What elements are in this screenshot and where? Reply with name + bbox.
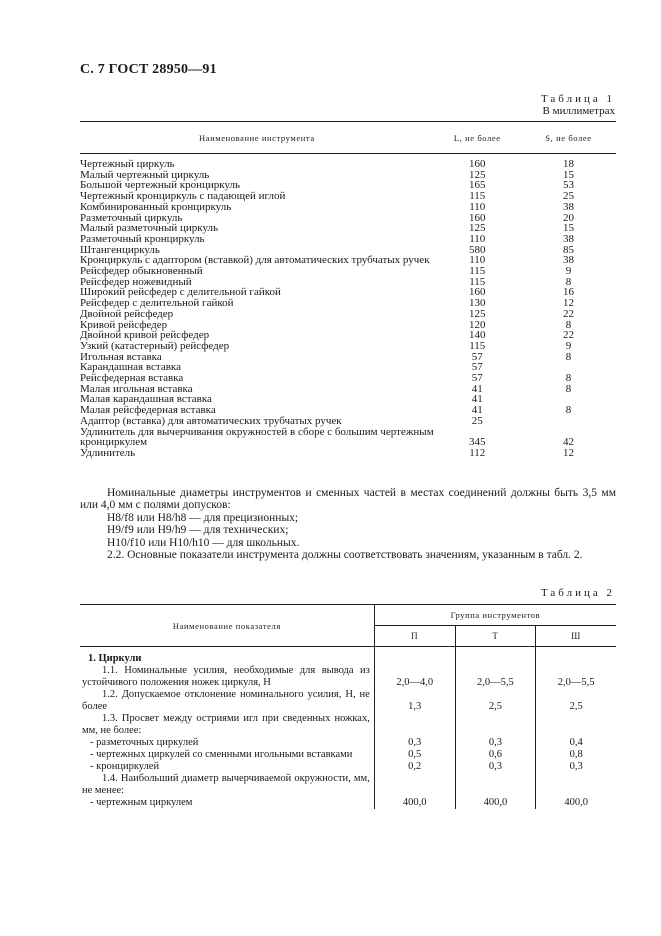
instrument-name: Рейсфедер с делительной гайкой bbox=[80, 297, 234, 310]
instrument-name: кронциркулем bbox=[80, 436, 148, 449]
table2-section-row bbox=[80, 653, 616, 665]
instrument-name: Разметочный кронциркуль bbox=[80, 232, 205, 245]
value-t: 0,6 bbox=[455, 749, 536, 761]
value-s: 16 bbox=[562, 286, 574, 299]
table2-caption: Таблица 2 bbox=[540, 587, 615, 599]
value-s: 25 bbox=[562, 190, 574, 203]
instrument-name: Малый разметочный циркуль bbox=[80, 222, 218, 235]
table1-units: В миллиметрах bbox=[542, 105, 615, 117]
value-s: 85 bbox=[562, 243, 574, 256]
instrument-name: Штангенциркуль bbox=[80, 243, 160, 256]
value-s: 38 bbox=[562, 254, 574, 267]
instrument-name: Узкий (катастерный) рейсфедер bbox=[80, 339, 230, 352]
notes-section bbox=[80, 487, 616, 561]
instrument-name: Малая игольная вставка bbox=[80, 382, 193, 395]
table2-header-sh: Ш bbox=[536, 626, 616, 647]
instrument-name: Чертежный кронциркуль с падающей иглой bbox=[80, 190, 286, 203]
value-l: 110 bbox=[469, 200, 486, 213]
table1 bbox=[80, 121, 616, 459]
row-text: - разметочных циркулей bbox=[90, 737, 199, 748]
value-l: 41 bbox=[471, 393, 483, 406]
value-s: 8 bbox=[565, 372, 572, 385]
table1-header-name: Наименование инструмента bbox=[80, 122, 434, 154]
value-s: 12 bbox=[562, 297, 574, 310]
value-sh: 0,4 bbox=[536, 737, 616, 749]
table2-header-t: Т bbox=[455, 626, 536, 647]
table2-row bbox=[80, 737, 616, 749]
value-t: 2,5 bbox=[455, 689, 536, 713]
table2-header-group: Группа инструментов bbox=[374, 605, 616, 626]
value-l: 115 bbox=[469, 339, 486, 352]
value-s: 18 bbox=[562, 158, 574, 170]
value-t: 2,0—5,5 bbox=[455, 665, 536, 689]
table1-row bbox=[80, 437, 616, 448]
table2-row bbox=[80, 773, 616, 797]
value-l: 57 bbox=[471, 372, 483, 385]
row-text: - чертежных циркулей со сменными игольными вставками bbox=[90, 749, 353, 760]
value-s: 8 bbox=[565, 404, 572, 417]
value-l: 112 bbox=[469, 446, 486, 459]
table2-row bbox=[80, 713, 616, 737]
value-l: 345 bbox=[469, 436, 486, 449]
table1-caption bbox=[541, 93, 615, 117]
instrument-name: Удлинитель bbox=[80, 446, 136, 459]
notes-paragraph-1: Номинальные диаметры инструментов и сменных частей в местах соединений должны быть 3,5 мм или 4,0 мм с полями допусков: bbox=[80, 487, 616, 512]
instrument-name: Кривой рейсфедер bbox=[80, 318, 168, 331]
instrument-name: Рейсфедер обыкновенный bbox=[80, 265, 203, 278]
value-p: 0,5 bbox=[374, 749, 455, 761]
instrument-name: Кронциркуль с адаптором (вставкой) для автоматических трубчатых ручек bbox=[80, 254, 430, 267]
table1-row bbox=[80, 202, 616, 213]
table1-row bbox=[80, 309, 616, 320]
value-l: 57 bbox=[471, 350, 483, 363]
value-l: 125 bbox=[469, 307, 486, 320]
value-sh: 0,3 bbox=[536, 761, 616, 773]
value-l: 125 bbox=[469, 222, 486, 235]
value-s: 38 bbox=[562, 200, 574, 213]
value-s: 15 bbox=[562, 168, 574, 181]
table2-row bbox=[80, 689, 616, 713]
page-header: С. 7 ГОСТ 28950—91 bbox=[80, 62, 217, 77]
value-t: 0,3 bbox=[455, 737, 536, 749]
value-sh: 400,0 bbox=[536, 797, 616, 809]
value-l: 41 bbox=[471, 382, 483, 395]
instrument-name: Рейсфедерная вставка bbox=[80, 372, 184, 385]
instrument-name: Малая рейсфедерная вставка bbox=[80, 404, 216, 417]
instrument-name: Адаптор (вставка) для автоматических трубчатых ручек bbox=[80, 414, 342, 427]
value-s: 22 bbox=[562, 307, 574, 320]
table2-header-name: Наименование показателя bbox=[80, 605, 374, 647]
value-l: 110 bbox=[469, 254, 486, 267]
instrument-name: Большой чертежный кронциркуль bbox=[80, 179, 240, 192]
table1-header-l: L, не более bbox=[434, 122, 521, 154]
instrument-name: Удлинитель для вычерчивания окружностей в сборе с большим чертежным bbox=[80, 425, 434, 438]
section-title: 1. Циркули bbox=[88, 653, 142, 664]
row-text: 1.4. Наибольший диаметр вычерчиваемой окружности, мм, не менее: bbox=[82, 773, 370, 796]
value-l: 120 bbox=[469, 318, 486, 331]
value-s: 20 bbox=[562, 211, 574, 224]
row-text: 1.2. Допускаемое отклонение номинального усилия, Н, не более bbox=[82, 689, 370, 712]
value-l: 165 bbox=[469, 179, 486, 192]
value-l: 140 bbox=[469, 329, 486, 342]
table1-row bbox=[80, 427, 616, 438]
instrument-name: Чертежный циркуль bbox=[80, 158, 175, 170]
table1-row bbox=[80, 234, 616, 245]
instrument-name: Разметочный циркуль bbox=[80, 211, 183, 224]
table1-row bbox=[80, 448, 616, 459]
value-p: 1,3 bbox=[374, 689, 455, 713]
value-l: 41 bbox=[471, 404, 483, 417]
value-s: 38 bbox=[562, 232, 574, 245]
instrument-name: Широкий рейсфедер с делительной гайкой bbox=[80, 286, 281, 299]
value-l: 25 bbox=[471, 414, 483, 427]
value-t: 0,3 bbox=[455, 761, 536, 773]
row-text: 1.3. Просвет между остриями игл при сведенных ножках, мм, не более: bbox=[82, 713, 370, 736]
value-l: 130 bbox=[469, 297, 486, 310]
value-s: 53 bbox=[562, 179, 574, 192]
instrument-name: Карандашная вставка bbox=[80, 361, 181, 374]
value-t: 400,0 bbox=[455, 797, 536, 809]
table2-row bbox=[80, 797, 616, 809]
table1-title: Таблица 1 bbox=[540, 93, 615, 105]
instrument-name: Двойной рейсфедер bbox=[80, 307, 174, 320]
value-l: 125 bbox=[469, 168, 486, 181]
table2 bbox=[80, 604, 616, 809]
value-l: 115 bbox=[469, 190, 486, 203]
instrument-name: Комбинированный кронциркуль bbox=[80, 200, 232, 213]
instrument-name: Малый чертежный циркуль bbox=[80, 168, 210, 181]
table2-header-p: П bbox=[374, 626, 455, 647]
tolerance-item: H10/f10 или H10/h10 — для школьных. bbox=[107, 536, 300, 549]
row-text: 1.1. Номинальные усилия, необходимые для вывода из устойчивого положения ножек циркуля, Н bbox=[82, 665, 370, 688]
value-l: 57 bbox=[471, 361, 483, 374]
value-p: 400,0 bbox=[374, 797, 455, 809]
table1-header-row bbox=[80, 122, 616, 154]
table2-row bbox=[80, 761, 616, 773]
value-s: 15 bbox=[562, 222, 574, 235]
value-s: 8 bbox=[565, 318, 572, 331]
value-s: 9 bbox=[565, 339, 572, 352]
row-text: - кронциркулей bbox=[90, 761, 160, 772]
value-s: 22 bbox=[562, 329, 574, 342]
value-s: 42 bbox=[562, 436, 574, 449]
value-sh: 2,0—5,5 bbox=[536, 665, 616, 689]
value-l: 160 bbox=[469, 286, 486, 299]
value-l: 110 bbox=[469, 232, 486, 245]
instrument-name: Рейсфедер ножевидный bbox=[80, 275, 192, 288]
tolerance-item: H9/f9 или H9/h9 — для технических; bbox=[107, 524, 289, 537]
table1-header-s: S, не более bbox=[521, 122, 616, 154]
notes-paragraph-2: 2.2. Основные показатели инструмента должны соответствовать значениям, указанным в табл. 2. bbox=[107, 549, 583, 562]
value-l: 115 bbox=[469, 275, 486, 288]
table2-row bbox=[80, 749, 616, 761]
value-s: 9 bbox=[565, 265, 572, 278]
value-s bbox=[521, 416, 616, 427]
table2-row bbox=[80, 665, 616, 689]
value-p: 0,2 bbox=[374, 761, 455, 773]
table1-row bbox=[80, 416, 616, 427]
value-sh: 0,8 bbox=[536, 749, 616, 761]
value-s: 8 bbox=[565, 382, 572, 395]
instrument-name: Двойной кривой рейсфедер bbox=[80, 329, 210, 342]
value-p: 0,3 bbox=[374, 737, 455, 749]
tolerance-item: H8/f8 или H8/h8 — для прецизионных; bbox=[107, 511, 299, 524]
table1-body bbox=[80, 154, 616, 459]
value-p: 2,0—4,0 bbox=[374, 665, 455, 689]
value-l: 160 bbox=[469, 158, 486, 170]
value-s: 12 bbox=[562, 446, 574, 459]
instrument-name: Игольная вставка bbox=[80, 350, 162, 363]
value-s: 8 bbox=[565, 275, 572, 288]
table1-row bbox=[80, 154, 616, 170]
value-s: 8 bbox=[565, 350, 572, 363]
instrument-name: Малая карандашная вставка bbox=[80, 393, 212, 406]
row-text: - чертежным циркулем bbox=[90, 797, 193, 808]
value-l: 160 bbox=[469, 211, 486, 224]
value-l: 580 bbox=[469, 243, 486, 256]
value-l: 115 bbox=[469, 265, 486, 278]
value-sh: 2,5 bbox=[536, 689, 616, 713]
